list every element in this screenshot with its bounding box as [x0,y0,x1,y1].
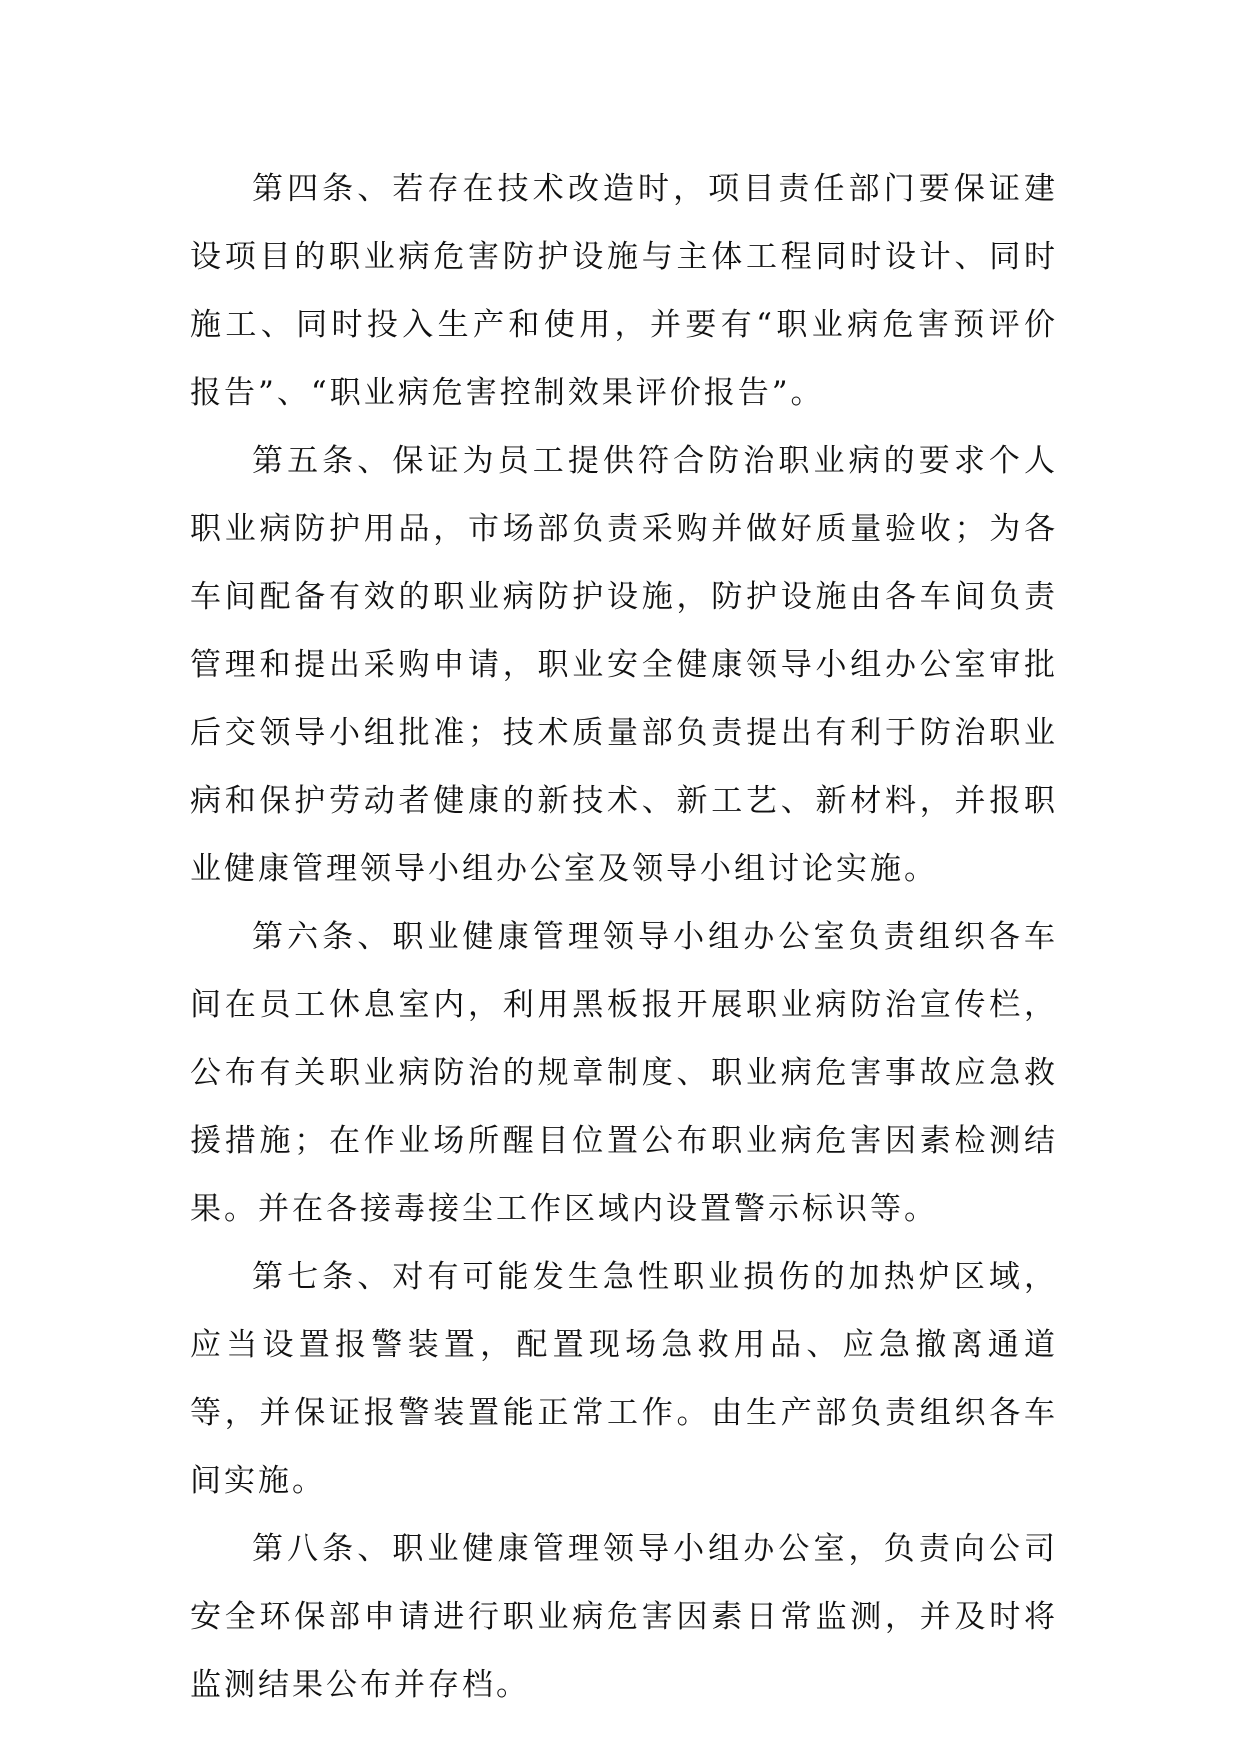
article-8-paragraph: 第八条、职业健康管理领导小组办公室，负责向公司安全环保部申请进行职业病危害因素日常监测，并及时将监测结果公布并存档。 [190,1531,1058,1703]
article-6-paragraph: 第六条、职业健康管理领导小组办公室负责组织各车间在员工休息室内，利用黑板报开展职业病防治宣传栏，公布有关职业病防治的规章制度、职业病危害事故应急救援措施；在作业场所醒目位置公布职业病危害因素检测结果。并在各接毒接尘工作区域内设置警示标识等。 [190,919,1058,1227]
article-7-paragraph: 第七条、对有可能发生急性职业损伤的加热炉区域，应当设置报警装置，配置现场急救用品、应急撤离通道等，并保证报警装置能正常工作。由生产部负责组织各车间实施。 [190,1259,1058,1499]
article-5-paragraph: 第五条、保证为员工提供符合防治职业病的要求个人职业病防护用品，市场部负责采购并做好质量验收；为各车间配备有效的职业病防护设施，防护设施由各车间负责管理和提出采购申请，职业安全健康领导小组办公室审批后交领导小组批准；技术质量部负责提出有利于防治职业病和保护劳动者健康的新技术、新工艺、新材料，并报职业健康管理领导小组办公室及领导小组讨论实施。 [190,443,1058,887]
document-body [190,155,1058,1719]
article-4-paragraph: 第四条、若存在技术改造时，项目责任部门要保证建设项目的职业病危害防护设施与主体工程同时设计、同时施工、同时投入生产和使用，并要有“职业病危害预评价报告”、“职业病危害控制效果评价报告”。 [190,171,1058,411]
